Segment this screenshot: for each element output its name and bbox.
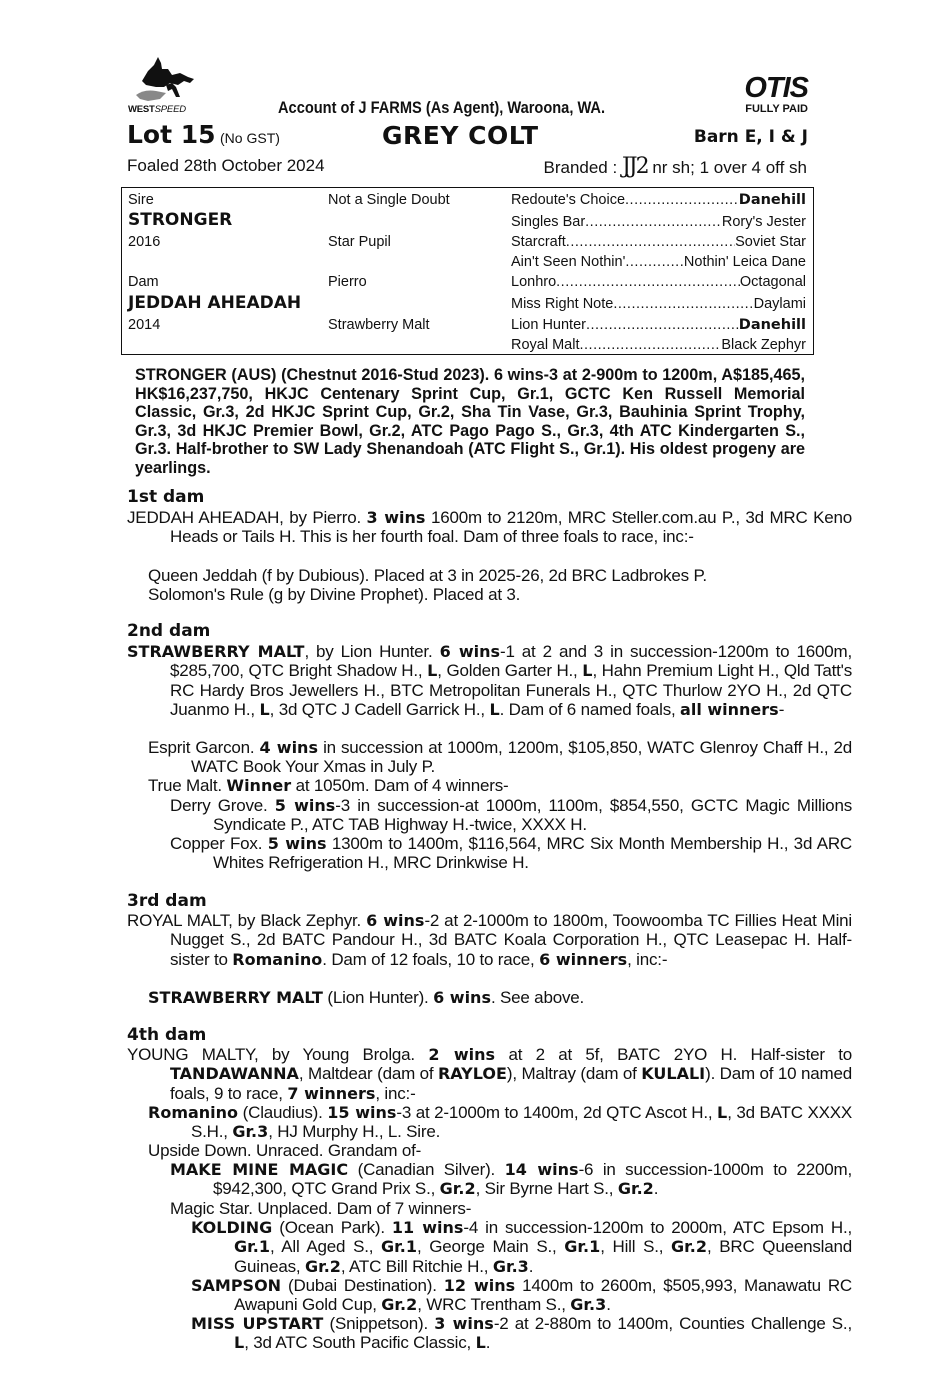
sire-year: 2016 bbox=[128, 234, 161, 250]
branding-info: Branded : JJ2 nr sh; 1 over 4 off sh bbox=[543, 154, 807, 179]
progeny-entry: Romanino (Claudius). 15 wins-3 at 2-1000m to 1400m, 2d QTC Ascot H., L, 3d BATC XXXX S.H., Gr.3, HJ Murphy H., L. Sire. bbox=[148, 1103, 852, 1142]
progeny-entry: SAMPSON (Dubai Destination). 12 wins 1400m to 2600m, $505,993, Manawatu RC Awapuni Gold Cup, Gr.2, WRC Trentham S., Gr.3. bbox=[191, 1276, 853, 1315]
progeny-entry: Esprit Garcon. 4 wins in succession at 1000m, 1200m, $105,850, WATC Glenroy Chaff H., 2d WATC Book Your Xmas in July P. bbox=[148, 738, 852, 777]
barn-location: Barn E, I & J bbox=[693, 127, 808, 147]
payment-status: FULLY PAID bbox=[745, 103, 808, 115]
westspeed-logo bbox=[128, 55, 200, 117]
westspeed-wordmark: WESTSPEED bbox=[128, 104, 186, 115]
third-dam-heading: 3rd dam bbox=[127, 891, 207, 911]
gen3-row: Redoute's Choice ..... Danehill bbox=[511, 192, 806, 208]
dam-label: Dam bbox=[128, 274, 159, 290]
sire-dam: Star Pupil bbox=[328, 234, 391, 250]
progeny-entry: Solomon's Rule (g by Divine Prophet). Placed at 3. bbox=[148, 585, 521, 604]
dam-year: 2014 bbox=[128, 317, 161, 333]
vendor-account: Account of J FARMS (As Agent), Waroona, WA. bbox=[278, 98, 606, 117]
gen3-row: Miss Right Note ..... Daylami bbox=[511, 296, 806, 312]
progeny-entry: MISS UPSTART (Snippetson). 3 wins-2 at 2-880m to 1400m, Counties Challenge S., L, 3d ATC South Pacific Classic, L. bbox=[191, 1314, 852, 1353]
second-dam-heading: 2nd dam bbox=[127, 621, 211, 641]
lot-number: Lot 15 (No GST) bbox=[127, 120, 280, 149]
progeny-entry: MAKE MINE MAGIC (Canadian Silver). 14 wins-6 in succession-1000m to 2200m, $942,300, QTC Grand Prix S., Gr.2, Sir Byrne Hart S., Gr.2. bbox=[170, 1160, 853, 1199]
gen3-row: Ain't Seen Nothin' ..... Nothin' Leica Dane bbox=[511, 254, 806, 270]
progeny-entry: KOLDING (Ocean Park). 11 wins-4 in succession-1200m to 2000m, ATC Epsom H., Gr.1, All Aged S., Gr.1, George Main S., Gr.1, Hill S., Gr.2, BRC Queensland Guineas, Gr.2, ATC Bill Ritchie H., Gr.3. bbox=[191, 1218, 853, 1276]
gen3-row: Royal Malt ..... Black Zephyr bbox=[511, 337, 806, 353]
first-dam-entry: JEDDAH AHEADAH, by Pierro. 3 wins 1600m to 2120m, MRC Steller.com.au P., 3d MRC Keno Heads or Tails H. This is her fourth foal. Dam of three foals to race, inc:- bbox=[127, 508, 852, 547]
dam-sire: Pierro bbox=[328, 274, 367, 290]
gen3-row: Lion Hunter ..... Danehill bbox=[511, 317, 806, 333]
sire-sire: Not a Single Doubt bbox=[328, 192, 450, 208]
gst-note: (No GST) bbox=[220, 130, 280, 146]
third-dam-entry: ROYAL MALT, by Black Zephyr. 6 wins-2 at 2-1000m to 1800m, Toowoomba TC Fillies Heat Mini Nugget S., 2d BATC Pandour H., 3d BATC Koala Corporation H., QTC Leasepac H. Half-sister to Romanino. Dam of 12 foals, 10 to race, 6 winners, inc:- bbox=[127, 911, 852, 969]
sire-label: Sire bbox=[128, 192, 154, 208]
dam-name: JEDDAH AHEADAH bbox=[128, 293, 302, 313]
first-dam-heading: 1st dam bbox=[127, 487, 205, 507]
sire-summary: STRONGER (AUS) (Chestnut 2016-Stud 2023). 6 wins-3 at 2-900m to 1200m, A$185,465, HK$16,237,750, HKJC Centenary Sprint Cup, Gr.1, GCTC Ken Russell Memorial Classic, Gr.3, 2d HKJC Sprint Cup, Gr.2, Sha Tin Vase, Gr.3, Bauhinia Sprint Trophy, Gr.3, 3d HKJC Premier Bowl, Gr.2, ATC Pago Pago S., Gr.3, 4th ATC Kindergarten S., Gr.3. Half-brother to SW Lady Shenandoah (ATC Flight S., Gr.1). His oldest progeny are yearlings. bbox=[135, 366, 805, 477]
otis-logo bbox=[722, 74, 808, 120]
progeny-entry: Derry Grove. 5 wins-3 in succession-at 1000m, 1100m, $854,550, GCTC Magic Millions Syndicate P., ATC TAB Highway H.-twice, XXXX H. bbox=[170, 796, 852, 835]
brand-mark: JJ2 bbox=[621, 154, 648, 179]
gen3-row: Lonhro ..... Octagonal bbox=[511, 274, 806, 290]
second-dam-entry: STRAWBERRY MALT, by Lion Hunter. 6 wins-1 at 2 and 3 in succession-1200m to 1600m, $285,700, QTC Bright Shadow H., L, Golden Garter H., L, Hahn Premium Light H., Qld Tatt's RC Hardy Bros Jewellers H., BTC Metropolitan Funerals H., QTC Thurlow 2YO H., 2d QTC Juanmo H., L, 3d QTC J Cadell Garrick H., L. Dam of 6 named foals, all winners- bbox=[127, 642, 853, 719]
progeny-entry: Copper Fox. 5 wins 1300m to 1400m, $116,564, MRC Six Month Membership H., 3d ARC Whites Refrigeration H., MRC Drinkwise H. bbox=[170, 834, 852, 873]
gen3-row: Starcraft ..... Soviet Star bbox=[511, 234, 806, 250]
fourth-dam-entry: YOUNG MALTY, by Young Brolga. 2 wins at 2 at 5f, BATC 2YO H. Half-sister to TANDAWANNA, Maltdear (dam of RAYLOE), Maltray (dam of KULALI). Dam of 10 named foals, 9 to race, 7 winners, inc:- bbox=[127, 1045, 852, 1103]
gen3-row: Singles Bar ..... Rory's Jester bbox=[511, 214, 806, 230]
fourth-dam-heading: 4th dam bbox=[127, 1025, 207, 1045]
progeny-entry: Magic Star. Unplaced. Dam of 7 winners- bbox=[170, 1199, 472, 1218]
foaled-date: Foaled 28th October 2024 bbox=[127, 156, 325, 175]
dam-dam: Strawberry Malt bbox=[328, 317, 430, 333]
horses-icon bbox=[128, 55, 200, 105]
progeny-entry: Upside Down. Unraced. Grandam of- bbox=[148, 1141, 422, 1160]
progeny-entry: True Malt. Winner at 1050m. Dam of 4 winners- bbox=[148, 776, 509, 795]
sire-name: STRONGER bbox=[128, 210, 233, 230]
pedigree-table bbox=[121, 187, 814, 355]
progeny-entry: STRAWBERRY MALT (Lion Hunter). 6 wins. See above. bbox=[148, 988, 585, 1007]
horse-description: GREY COLT bbox=[382, 121, 539, 150]
progeny-entry: Queen Jeddah (f by Dubious). Placed at 3 in 2025-26, 2d BRC Ladbrokes P. bbox=[148, 566, 707, 585]
otis-brand: OTIS bbox=[744, 72, 808, 104]
